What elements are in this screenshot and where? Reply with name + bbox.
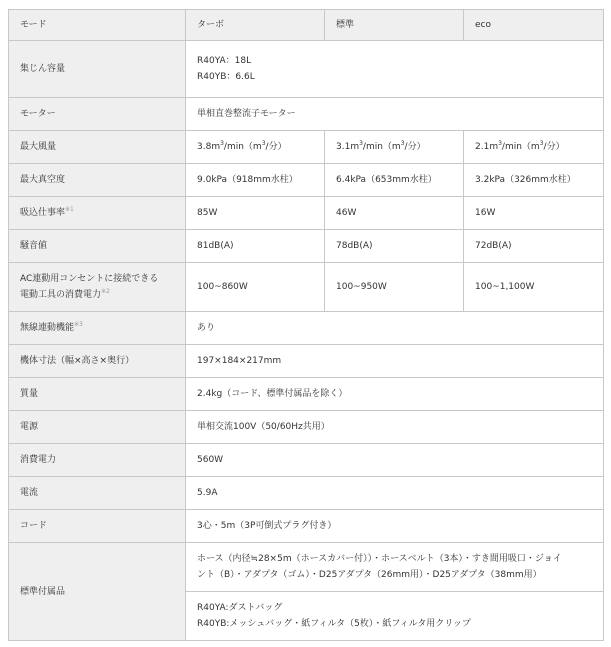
airflow-value: 3.1m xyxy=(336,142,360,152)
max-airflow-eco xyxy=(464,131,604,164)
weight-value: 2.4kg（コード、標準付属品を除く） xyxy=(186,378,604,411)
ac-tool-power-label-cell xyxy=(9,263,186,312)
noise-eco: 72dB(A) xyxy=(464,230,604,263)
power-source-value: 単相交流100V（50/60Hz共用） xyxy=(186,411,604,444)
max-airflow-label: 最大風量 xyxy=(9,131,186,164)
table-row xyxy=(9,197,604,230)
table-row xyxy=(9,378,604,411)
max-vacuum-label: 最大真空度 xyxy=(9,164,186,197)
power-consumption-label: 消費電力 xyxy=(9,444,186,477)
spec-table xyxy=(8,9,604,641)
wireless-link-label: 無線連動機能 xyxy=(20,323,75,333)
unit-mid: /min（m xyxy=(362,142,401,152)
table-row xyxy=(9,263,604,312)
ac-tool-power-label-line1: AC連動用コンセントに接続できる xyxy=(20,274,159,284)
accessories-label: 標準付属品 xyxy=(9,543,186,641)
unit-end: /分） xyxy=(404,142,426,152)
accessories-common-line1: ホース（内径≒28×5m（ホースカバー付））・ホースベルト（3本）・すき間用吸口・ジョイ xyxy=(197,554,562,564)
unit-mid: /min（m xyxy=(223,142,262,152)
cord-value: 3心・5m（3P可倒式プラグ付き） xyxy=(186,510,604,543)
dust-capacity-ya: R40YA：18L xyxy=(197,56,252,66)
dust-capacity-yb: R40YB：6.6L xyxy=(197,72,255,82)
table-row xyxy=(9,312,604,345)
table-row xyxy=(9,98,604,131)
max-airflow-turbo xyxy=(186,131,325,164)
dust-capacity-value xyxy=(186,41,604,98)
footnote-mark: ※3 xyxy=(74,321,83,328)
max-vacuum-eco: 3.2kPa（326mm水柱） xyxy=(464,164,604,197)
standard-header: 標準 xyxy=(325,10,464,41)
motor-value: 単相直巻整流子モーター xyxy=(186,98,604,131)
wireless-link-value: あり xyxy=(186,312,604,345)
unit-exponent: 3 xyxy=(359,140,363,147)
table-row xyxy=(9,230,604,263)
airflow-value: 3.8m xyxy=(197,142,221,152)
table-row xyxy=(9,510,604,543)
eco-header: eco xyxy=(464,10,604,41)
unit-exponent: 3 xyxy=(498,140,502,147)
table-row xyxy=(9,345,604,378)
footnote-mark: ※2 xyxy=(101,288,110,295)
table-row xyxy=(9,41,604,98)
unit-exponent: 3 xyxy=(261,140,266,147)
accessories-common-line2: ント（B）・アダプタ（ゴム）・D25アダプタ（26mm用）・D25アダプタ（38mm用） xyxy=(197,570,542,580)
ac-tool-power-turbo: 100~860W xyxy=(186,263,325,312)
suction-power-eco: 16W xyxy=(464,197,604,230)
max-vacuum-standard: 6.4kPa（653mm水柱） xyxy=(325,164,464,197)
ac-tool-power-eco: 100~1,100W xyxy=(464,263,604,312)
weight-label: 質量 xyxy=(9,378,186,411)
table-row xyxy=(9,543,604,592)
dimensions-label: 機体寸法（幅×高さ×奥行） xyxy=(9,345,186,378)
noise-label: 騒音値 xyxy=(9,230,186,263)
noise-standard: 78dB(A) xyxy=(325,230,464,263)
noise-turbo: 81dB(A) xyxy=(186,230,325,263)
accessories-model xyxy=(186,592,604,641)
suction-power-label: 吸込仕事率 xyxy=(20,208,66,218)
table-row xyxy=(9,131,604,164)
suction-power-turbo: 85W xyxy=(186,197,325,230)
current-value: 5.9A xyxy=(186,477,604,510)
ac-tool-power-standard: 100~950W xyxy=(325,263,464,312)
wireless-link-label-cell xyxy=(9,312,186,345)
unit-end: /分） xyxy=(543,142,565,152)
accessories-common xyxy=(186,543,604,592)
dimensions-value: 197×184×217mm xyxy=(186,345,604,378)
unit-exponent: 3 xyxy=(400,140,405,147)
unit-end: /分） xyxy=(265,142,287,152)
dust-capacity-label: 集じん容量 xyxy=(9,41,186,98)
airflow-value: 2.1m xyxy=(475,142,499,152)
cord-label: コード xyxy=(9,510,186,543)
ac-tool-power-label-line2: 電動工具の消費電力 xyxy=(20,290,102,300)
table-row xyxy=(9,164,604,197)
accessories-model-yb: R40YB:メッシュバッグ・紙フィルタ（5枚）・紙フィルタ用クリップ xyxy=(197,619,471,629)
suction-power-standard: 46W xyxy=(325,197,464,230)
motor-label: モーター xyxy=(9,98,186,131)
max-vacuum-turbo: 9.0kPa（918mm水柱） xyxy=(186,164,325,197)
current-label: 電流 xyxy=(9,477,186,510)
mode-header: モード xyxy=(9,10,186,41)
max-airflow-standard xyxy=(325,131,464,164)
table-row xyxy=(9,444,604,477)
suction-power-label-cell xyxy=(9,197,186,230)
unit-exponent: 3 xyxy=(539,140,544,147)
table-row xyxy=(9,477,604,510)
header-row xyxy=(9,10,604,41)
footnote-mark: ※1 xyxy=(65,206,74,213)
unit-mid: /min（m xyxy=(501,142,540,152)
table-row xyxy=(9,411,604,444)
turbo-header: ターボ xyxy=(186,10,325,41)
power-consumption-value: 560W xyxy=(186,444,604,477)
unit-exponent: 3 xyxy=(220,140,224,147)
accessories-model-ya: R40YA:ダストバッグ xyxy=(197,603,283,613)
power-source-label: 電源 xyxy=(9,411,186,444)
